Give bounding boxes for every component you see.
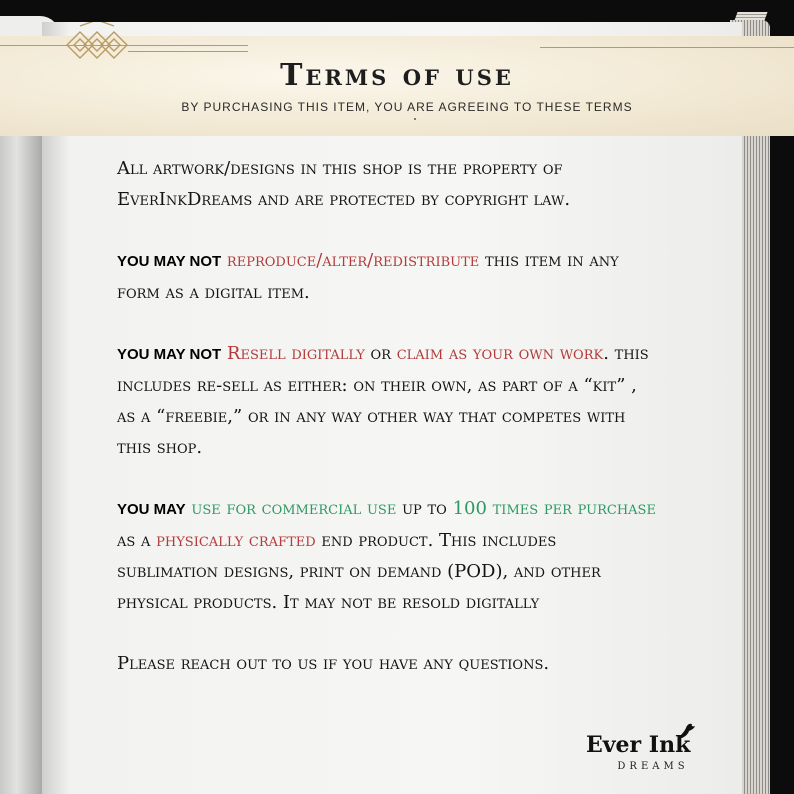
permission-text: up to bbox=[402, 498, 447, 519]
restriction-text: or bbox=[370, 343, 391, 364]
permission-text: as a bbox=[117, 530, 151, 551]
terms-paragraph-contact: Please reach out to us if you have any questions. bbox=[117, 653, 550, 674]
restriction-highlight: reproduce/alter/redistribute bbox=[226, 250, 480, 271]
permission-highlight: use for commercial use bbox=[191, 498, 397, 519]
left-page bbox=[0, 22, 42, 794]
permission-text: end product. This includes sublimation designs, print on demand (POD), and other physical products. It may not be resold digitally bbox=[117, 530, 601, 613]
banner-rule-left-inner bbox=[128, 51, 248, 52]
terms-paragraph-permitted-use bbox=[117, 493, 657, 618]
restriction-lead: YOU MAY NOT bbox=[117, 253, 222, 270]
decorative-dot bbox=[414, 118, 416, 120]
terms-paragraph-no-reproduce bbox=[117, 245, 657, 308]
permission-highlight: 100 times per purchase bbox=[452, 498, 656, 519]
terms-content bbox=[117, 153, 657, 709]
page-subtitle: BY PURCHASING THIS ITEM, YOU ARE AGREEING TO THESE TERMS bbox=[181, 100, 633, 114]
banner-rule-right bbox=[540, 47, 794, 48]
permission-lead: YOU MAY bbox=[117, 501, 186, 518]
restriction-lead: YOU MAY NOT bbox=[117, 346, 222, 363]
restriction-highlight: Resell digitally bbox=[226, 343, 365, 364]
restriction-text: . this includes re-sell as either: on their own, as part of a “kit” , as a “freebie,” or in any way other way that competes with this shop. bbox=[117, 343, 649, 458]
terms-paragraph-no-resell bbox=[117, 338, 657, 463]
permission-highlight: physically crafted bbox=[156, 530, 316, 551]
page-title: Terms of use bbox=[280, 58, 514, 93]
restriction-text: this item in any form as a digital item. bbox=[117, 250, 619, 303]
brand-logo-text: Ever Ink bbox=[586, 732, 691, 758]
restriction-highlight: claim as your own work bbox=[396, 343, 604, 364]
terms-paragraph-ownership: All artwork/designs in this shop is the property of EverInkDreams and are protected by copyright law. bbox=[117, 158, 571, 210]
brand-logo bbox=[586, 724, 716, 780]
brand-logo-subtext: DREAMS bbox=[617, 761, 689, 772]
